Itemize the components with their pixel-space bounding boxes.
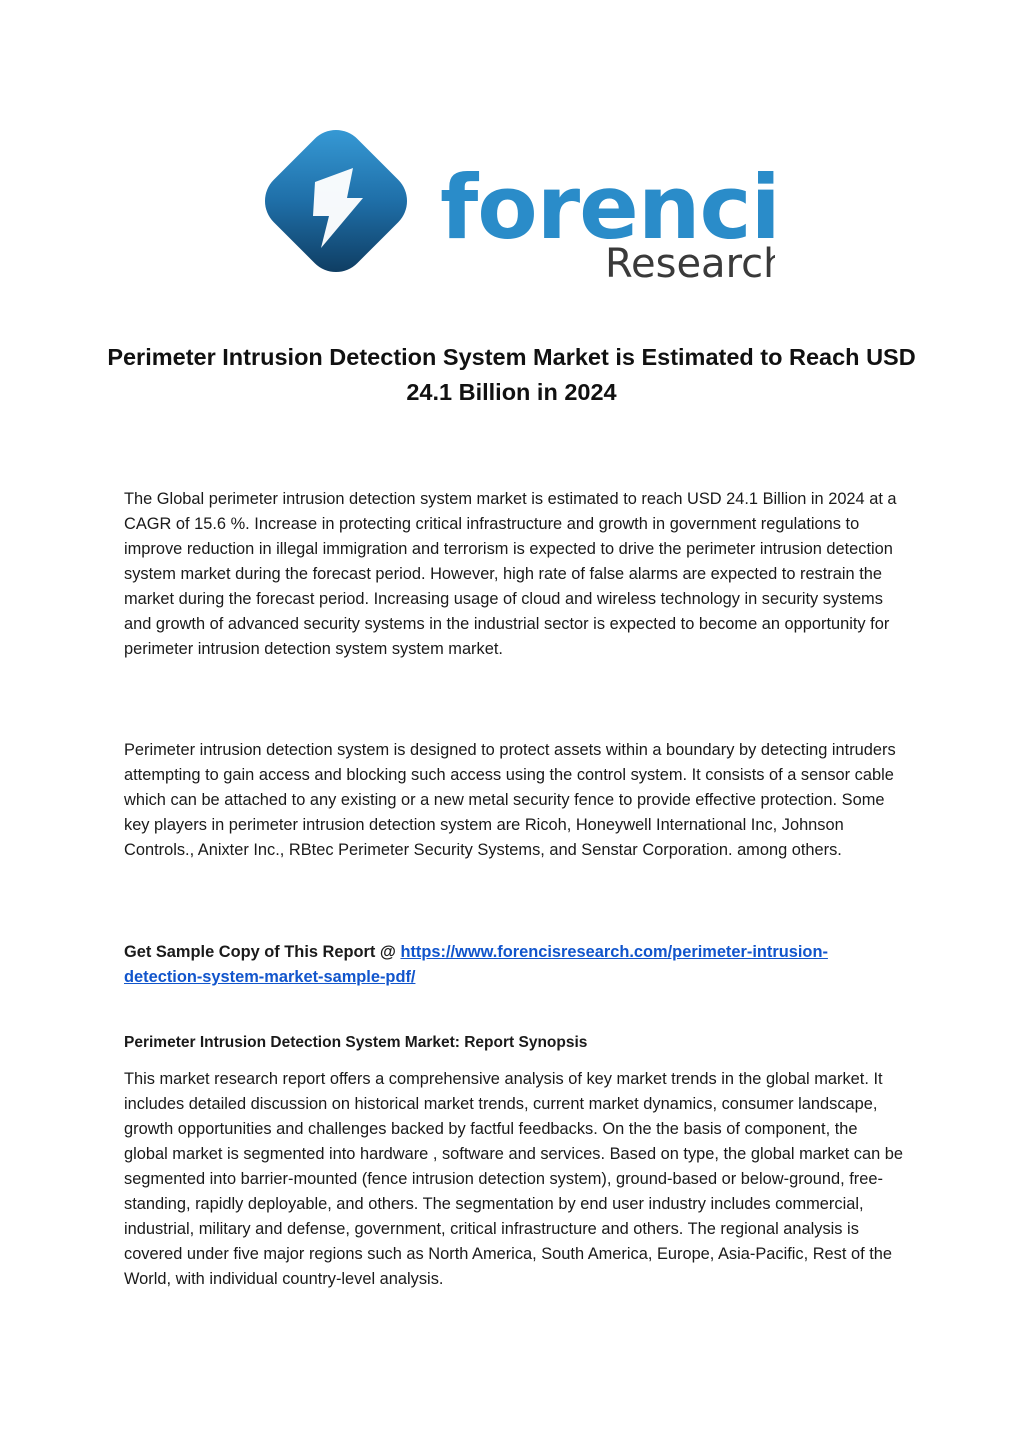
description-paragraph: Perimeter intrusion detection system is designed to protect assets within a boundary by detecting intruders attempting to gain access and blocking such access using the control system. It consists of a sensor cable which can be attached to any existing or a new metal security fence to provide effective protection. Some key players in perimeter intrusion detection system are Ricoh, Honeywell International Inc, Johnson Controls., Anixter Inc., RBtec Perimeter Security Systems, and Senstar Corporation. among others. — [124, 741, 896, 859]
synopsis-paragraph: This market research report offers a comprehensive analysis of key market trends in the global market. It includes detailed discussion on historical market trends, current market dynamics, consumer landscape, growth opportunities and challenges backed by factful feedbacks. On the the basis of component, the global market is segmented into hardware , software and services. Based on type, the global market can be segmented into barrier-mounted (fence intrusion detection system), ground-based or below-ground, free-standing, rapidly deployable, and others. The segmentation by end user industry includes commercial, industrial, military and defense, government, critical infrastructure and others. The regional analysis is covered under five major regions such as North America, South America, Europe, Asia-Pacific, Rest of the World, with individual country-level analysis. — [124, 1070, 903, 1288]
forencis-research-logo — [255, 120, 775, 295]
sample-pdf-link[interactable]: https://www.forencisresearch.com/perimeter-intrusion-detection-system-market-sample-pdf/ — [124, 943, 828, 986]
svg-text:forencis: forenci — [440, 156, 775, 259]
intro-paragraph: The Global perimeter intrusion detection system market is estimated to reach USD 24.1 Billion in 2024 at a CAGR of 15.6 %. Increase in protecting critical infrastructure and growth in government regulations to improve reduction in illegal immigration and terrorism is expected to drive the perimeter intrusion detection system market during the forecast period. However, high rate of false alarms are expected to restrain the market during the forecast period. Increasing usage of cloud and wireless technology in security systems and growth of advanced security systems in the industrial sector is expected to become an opportunity for perimeter intrusion detection system system market. — [124, 490, 897, 658]
sample-copy-label: Get Sample Copy of This Report @ — [124, 943, 401, 961]
svg-text:Research: Research — [605, 241, 775, 287]
page-title: Perimeter Intrusion Detection System Market is Estimated to Reach USD 24.1 Billion in 2024 — [107, 344, 916, 405]
synopsis-heading: Perimeter Intrusion Detection System Market: Report Synopsis — [124, 1034, 588, 1051]
sample-copy-line — [124, 940, 904, 990]
forencis-diamond-icon — [255, 120, 775, 295]
